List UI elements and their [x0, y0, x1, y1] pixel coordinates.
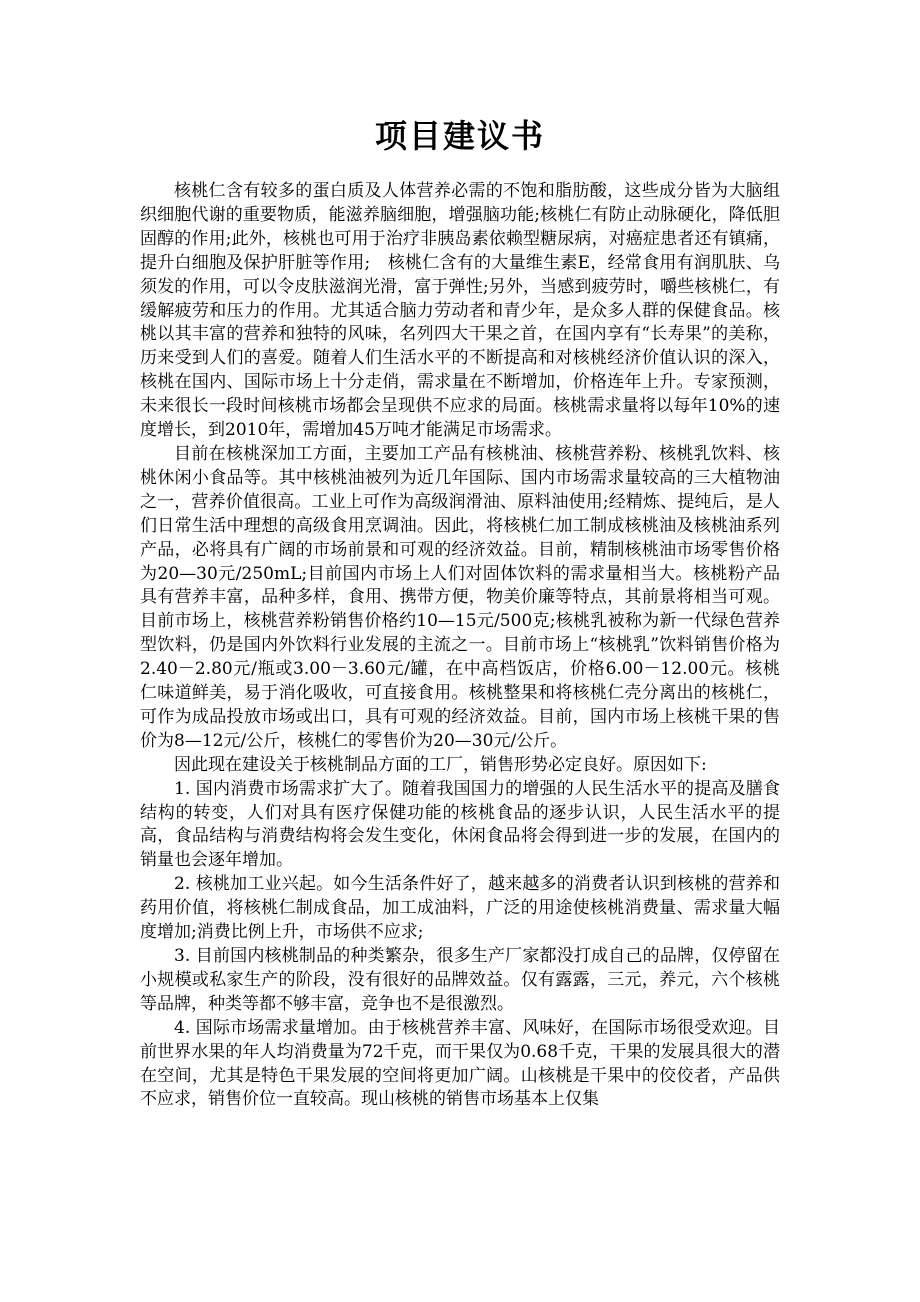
paragraph-reasons-intro: 因此现在建设关于核桃制品方面的工厂，销售形势必定良好。原因如下: [174, 754, 707, 775]
paragraph-processing: 目前在核桃深加工方面，主要加工产品有核桃油、核桃营养粉、核桃乳饮料、核桃休闲小食品等。其中核桃油被列为近几年国际、国内市场需求量较高的三大植物油之一，营养价值很高。工业上可作为高级润滑油、原料油使用;经精炼、提纯后，是人们日常生活中理想的高级食用烹调油。因此，将核桃仁加工制成核桃油及核桃油系列产品，必将具有广阔的市场前景和可观的经济效益。目前，精制核桃油市场零售价格为20—30元/250mL;目前国内市场上人们对固体饮料的需求量相当大。核桃粉产品具有营养丰富，品种多样，食用、携带方便，物美价廉等特点，其前景将相当可观。目前市场上，核桃营养粉销售价格约10—15元/500克;核桃乳被称为新一代绿色营养型饮料，仍是国内外饮料行业发展的主流之一。目前市场上“核桃乳”饮料销售价格为2.40－2.80元/瓶或3.00－3.60元/罐，在中高档饭店，价格6.00－12.00元。核桃仁味道鲜美，易于消化吸收，可直接食用。核桃整果和将核桃仁壳分离出的核桃仁，可作为成品投放市场或出口，具有可观的经济效益。目前，国内市场上核桃干果的售价为8—12元/公斤，核桃仁的零售价为20—30元/公斤。 [140, 443, 780, 751]
document-body [140, 180, 780, 1112]
paragraph-reason-4: 4. 国际市场需求量增加。由于核桃营养丰富、风味好，在国际市场很受欢迎。目前世界水果的年人均消费量为72千克，而干果仅为0.68千克，干果的发展具很大的潜在空间，尤其是特色干果发展的空间将更加广阔。山核桃是干果中的佼佼者，产品供不应求，销售价位一直较高。现山核桃的销售市场基本上仅集 [140, 1017, 780, 1110]
paragraph-reason-2: 2. 核桃加工业兴起。如今生活条件好了，越来越多的消费者认识到核桃的营养和药用价值，将核桃仁制成食品，加工成油料，广泛的用途使核桃消费量、需求量大幅度增加;消费比例上升，市场供不应求; [140, 874, 780, 943]
paragraph-reason-3: 3. 目前国内核桃制品的种类繁杂，很多生产厂家都没打成自己的品牌，仅停留在小规模或私家生产的阶段，没有很好的品牌效益。仅有露露，三元，养元，六个核桃等品牌，种类等都不够丰富，竞争也不是很激烈。 [140, 946, 780, 1014]
paragraph-intro: 核桃仁含有较多的蛋白质及人体营养必需的不饱和脂肪酸，这些成分皆为大脑组织细胞代谢的重要物质，能滋养脑细胞，增强脑功能;核桃仁有防止动脉硬化，降低胆固醇的作用;此外，核桃也可用于治疗非胰岛素依赖型糖尿病，对癌症患者还有镇痛，提升白细胞及保护肝脏等作用; 核桃仁含有的大量维生素E，经常食用有润肌肤、乌须发的作用，可以令皮肤滋润光滑，富于弹性;另外，当感到疲劳时，嚼些核桃仁，有缓解疲劳和压力的作用。尤其适合脑力劳动者和青少年，是众多人群的保健食品。核桃以其丰富的营养和独特的风味，名列四大干果之首，在国内享有“长寿果”的美称，历来受到人们的喜爱。随着人们生活水平的不断提高和对核桃经济价值认识的深入，核桃在国内、国际市场上十分走俏，需求量在不断增加，价格连年上升。专家预测，未来很长一段时间核桃市场都会呈现供不应求的局面。核桃需求量将以每年10%的速度增长，到2010年，需增加45万吨才能满足市场需求。 [140, 181, 780, 441]
document-title: 项目建议书 [374, 117, 545, 155]
paragraph-reason-1: 1. 国内消费市场需求扩大了。随着我国国力的增强的人民生活水平的提高及膳食结构的转变，人们对具有医疗保健功能的核桃食品的逐步认识，人民生活水平的提高，食品结构与消费结构将会发生变化，休闲食品将会得到进一步的发展，在国内的销量也会逐年增加。 [140, 778, 780, 871]
